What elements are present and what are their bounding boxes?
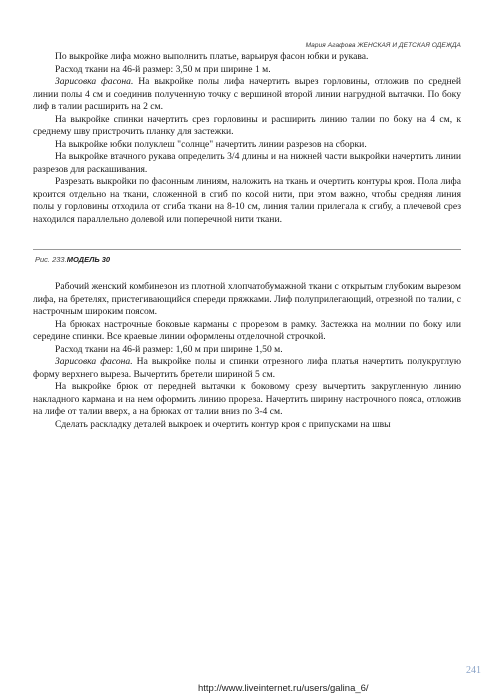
paragraph: Зарисовка фасона. На выкройке полы и спинки отрезного лифа платья начертить полукруглую форму верхнего выреза. Вычертить бретели шириной 5 см. [33,356,462,380]
caption-divider [33,249,461,250]
figure-caption [35,255,110,264]
text-section-2 [33,281,461,431]
running-header: Мария Агафова ЖЕНСКАЯ И ДЕТСКАЯ ОДЕЖДА [305,42,461,49]
paragraph: Сделать раскладку деталей выкроек и очертить контур кроя с припусками на швы [55,418,391,430]
paragraph: На выкройке спинки начертить срез горловины и расширить линию талии по боку на 4 см, к среднему шву пристрочить планку для застежки. [33,113,461,137]
paragraph: Расход ткани на 46-й размер: 1,60 м при ширине 1,50 м. [55,343,283,355]
italic-lead-in: Зарисовка фасона. [55,76,134,87]
italic-lead-in: Зарисовка фасона. [55,356,133,367]
paragraph: На брюках настрочные боковые карманы с прорезом в рамку. Застежка на молнии по боку или середине спинки. Все краевые линии оформлены отделочной строчкой. [33,318,461,342]
page-number: 241 [466,665,481,676]
paragraph: На выкройке брюк от передней вытачки к боковому срезу вычертить закругленную линию накладного кармана и на нем оформить линию прореза. Начертить ширину настрочного пояса, отложив на лифе от талии вверх, а на брюках от талии вниз по 3-4 см. [33,381,461,417]
paragraph: По выкройке лифа можно выполнить платье, варьируя фасон юбки и рукава. [55,51,369,62]
paragraph: Расход ткани на 46-й размер: 3,50 м при ширине 1 м. [55,63,271,75]
caption-prefix: Рис. 233. [35,255,67,264]
text-section-1 [33,51,461,226]
paragraph: Рабочий женский комбинезон из плотной хлопчатобумажной ткани с открытым глубоким вырезом лифа, на бретелях, пристегивающийся спереди пряжками. Лиф полуприлегающий, отрезной по талии, с настрочным широким поясом. [33,281,461,317]
footer-url[interactable]: http://www.liveinternet.ru/users/galina_6/ [198,683,369,694]
paragraph: Зарисовка фасона. На выкройке полы лифа начертить вырез горловины, отложив по средней линии полы 4 см и соединив полученную точку с вершиной второй линии нагрудной вытачки. По боку лиф в талии расширить на 2 см. [33,76,461,112]
paragraph: Разрезать выкройки по фасонным линиям, наложить на ткань и очертить контуры кроя. Пола лифа кроится отдельно на ткани, сложенной в сгиб по косой нити, при этом важно, чтобы средняя линия полы у горловины отходила от сгиба ткани на 8-10 см, линия талии прилегала к сгибу, а плечевой срез находился параллельно долевой или поперечной нити ткани. [33,176,461,225]
caption-title: МОДЕЛЬ 30 [66,255,111,264]
paragraph: На выкройке юбки полуклеш "солнце" начертить линии разрезов на сборки. [55,138,367,150]
paragraph: На выкройке втачного рукава определить 3/4 длины и на нижней части выкройки начертить линии разрезов для раскашивания. [33,151,461,175]
